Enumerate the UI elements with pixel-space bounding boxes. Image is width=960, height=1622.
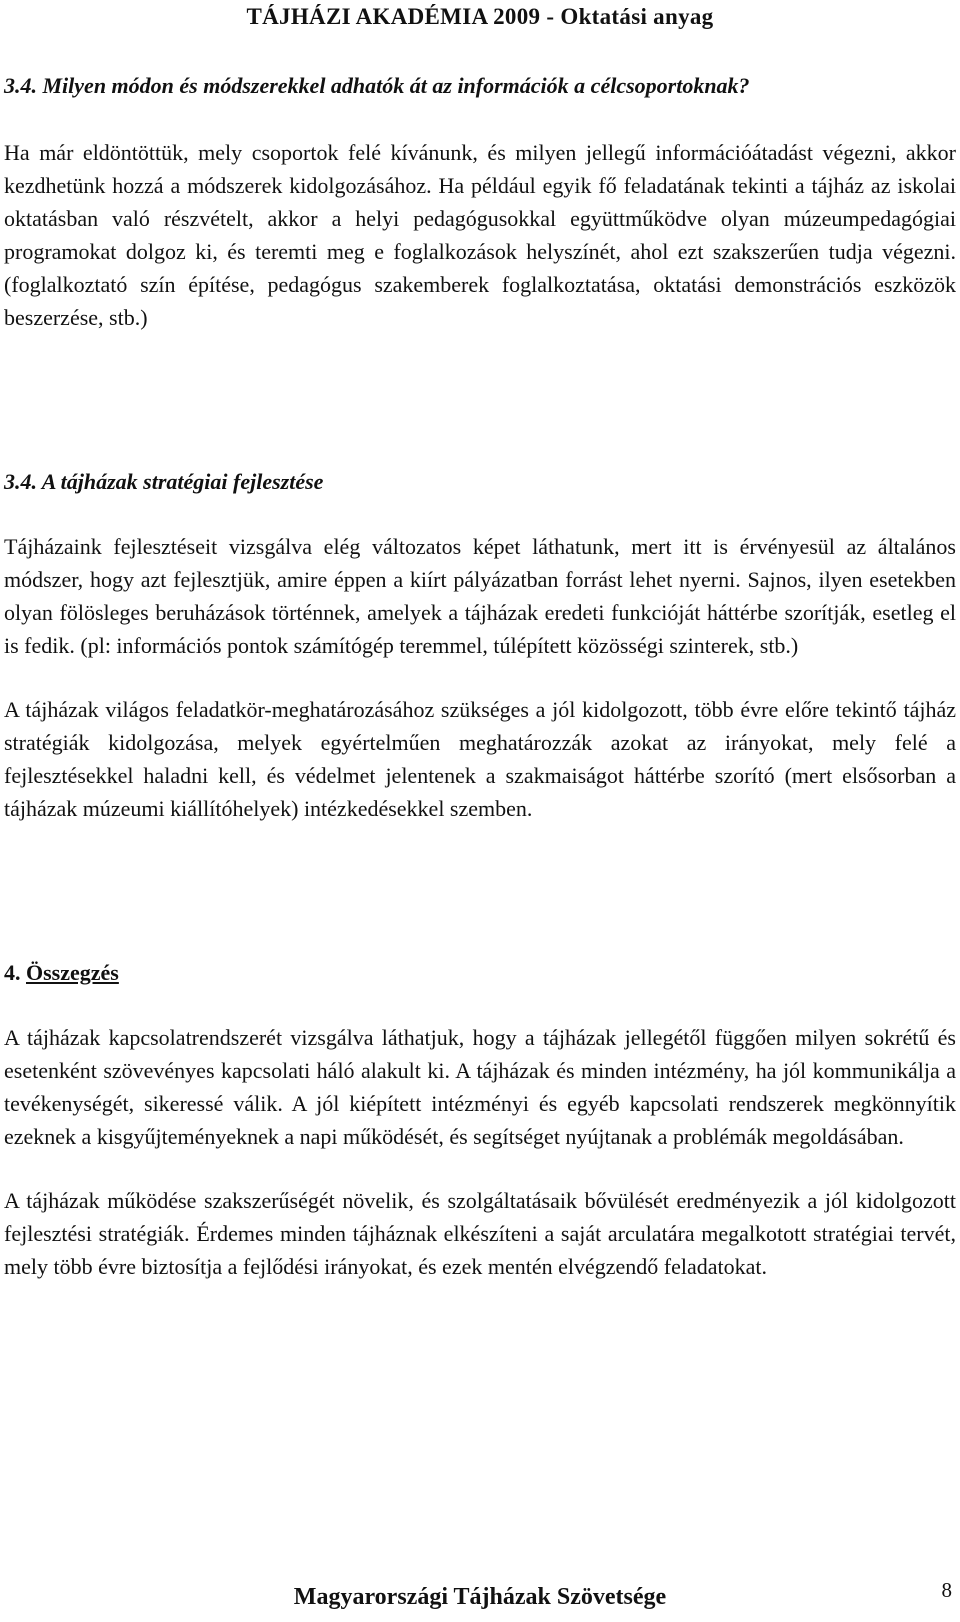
body-paragraph: Tájházaink fejlesztéseit vizsgálva elég változatos képet láthatunk, mert itt is érvényesül az általános módszer, hogy azt fejlesztjük, amire éppen a kiírt pályázatban forrást lehet nyerni. Sajnos, ilyen esetekben olyan fölösleges beruházások történnek, amelyek a tájházak eredeti funkcióját háttérbe szorítják, esetleg el is fedik. (pl: információs pontok számítógép teremmel, túlépített közösségi szinterek, stb.): [4, 534, 956, 658]
section-heading: [4, 465, 956, 498]
section-title: Összegzés: [26, 960, 119, 985]
section-number: 4.: [4, 960, 21, 985]
footer-organization: Magyarországi Tájházak Szövetsége: [293, 1584, 667, 1610]
body-paragraph: Ha már eldöntöttük, mely csoportok felé kívánunk, és milyen jellegű információátadást végezni, akkor kezdhetünk hozzá a módszerek kidolgozásához. Ha például egyik fő feladatának tekinti a tájház az iskolai oktatásban való részvételt, akkor a helyi pedagógusokkal együttműködve olyan múzeumpedagógiai programokat dolgoz ki, és teremti meg e foglalkozások helyszínét, ahol ezt szakszerűen tudja végezni. (foglalkoztató szín építése, pedagógus szakemberek foglalkoztatása, oktatási demonstrációs eszközök beszerzése, stb.): [4, 140, 956, 330]
page-number: 8: [941, 1578, 952, 1602]
section-4-summary: [4, 956, 956, 1283]
section-3-4-strategy: [4, 465, 956, 825]
body-paragraph: A tájházak világos feladatkör-meghatározásához szükséges a jól kidolgozott, több évre előre tekintő tájház stratégiák kidolgozása, melyek egyértelműen meghatározzák azokat az irányokat, mely felé a fejlesztésekkel haladni kell, és védelmet jelentenek a szakmaiságot háttérbe szorító (mert elsősorban a tájházak múzeumi kiállítóhelyek) intézkedésekkel szemben.: [4, 697, 956, 821]
section-title: A tájházak stratégiai fejlesztése: [41, 469, 324, 494]
section-heading: 3.4. Milyen módon és módszerekkel adhatók át az információk a célcsoportoknak?: [4, 73, 750, 98]
running-header: TÁJHÁZI AKADÉMIA 2009 - Oktatási anyag: [246, 4, 714, 29]
section-heading: [4, 956, 956, 989]
body-paragraph: A tájházak működése szakszerűségét növelik, és szolgáltatásaik bővülését eredményezik a jól kidolgozott fejlesztési stratégiák. Érdemes minden tájháznak elkészíteni a saját arculatára megalkotott stratégiai tervét, mely több évre biztosítja a fejlődési irányokat, és ezek mentén elvégzendő feladatokat.: [4, 1188, 956, 1279]
body-paragraph: A tájházak kapcsolatrendszerét vizsgálva láthatjuk, hogy a tájházak jellegétől függően milyen sokrétű és esetenként szövevényes kapcsolati háló alakult ki. A tájházak és minden intézmény, ha jól kommunikálja a tevékenységét, sikeressé válik. A jól kiépített intézményi és egyéb kapcsolati rendszerek megkönnyítik ezeknek a kisgyűjteményeknek a napi működését, és segítséget nyújtanak a problémák megoldásában.: [4, 1025, 956, 1149]
section-3-4-methods: [4, 69, 956, 334]
section-number: 3.4.: [4, 469, 37, 494]
